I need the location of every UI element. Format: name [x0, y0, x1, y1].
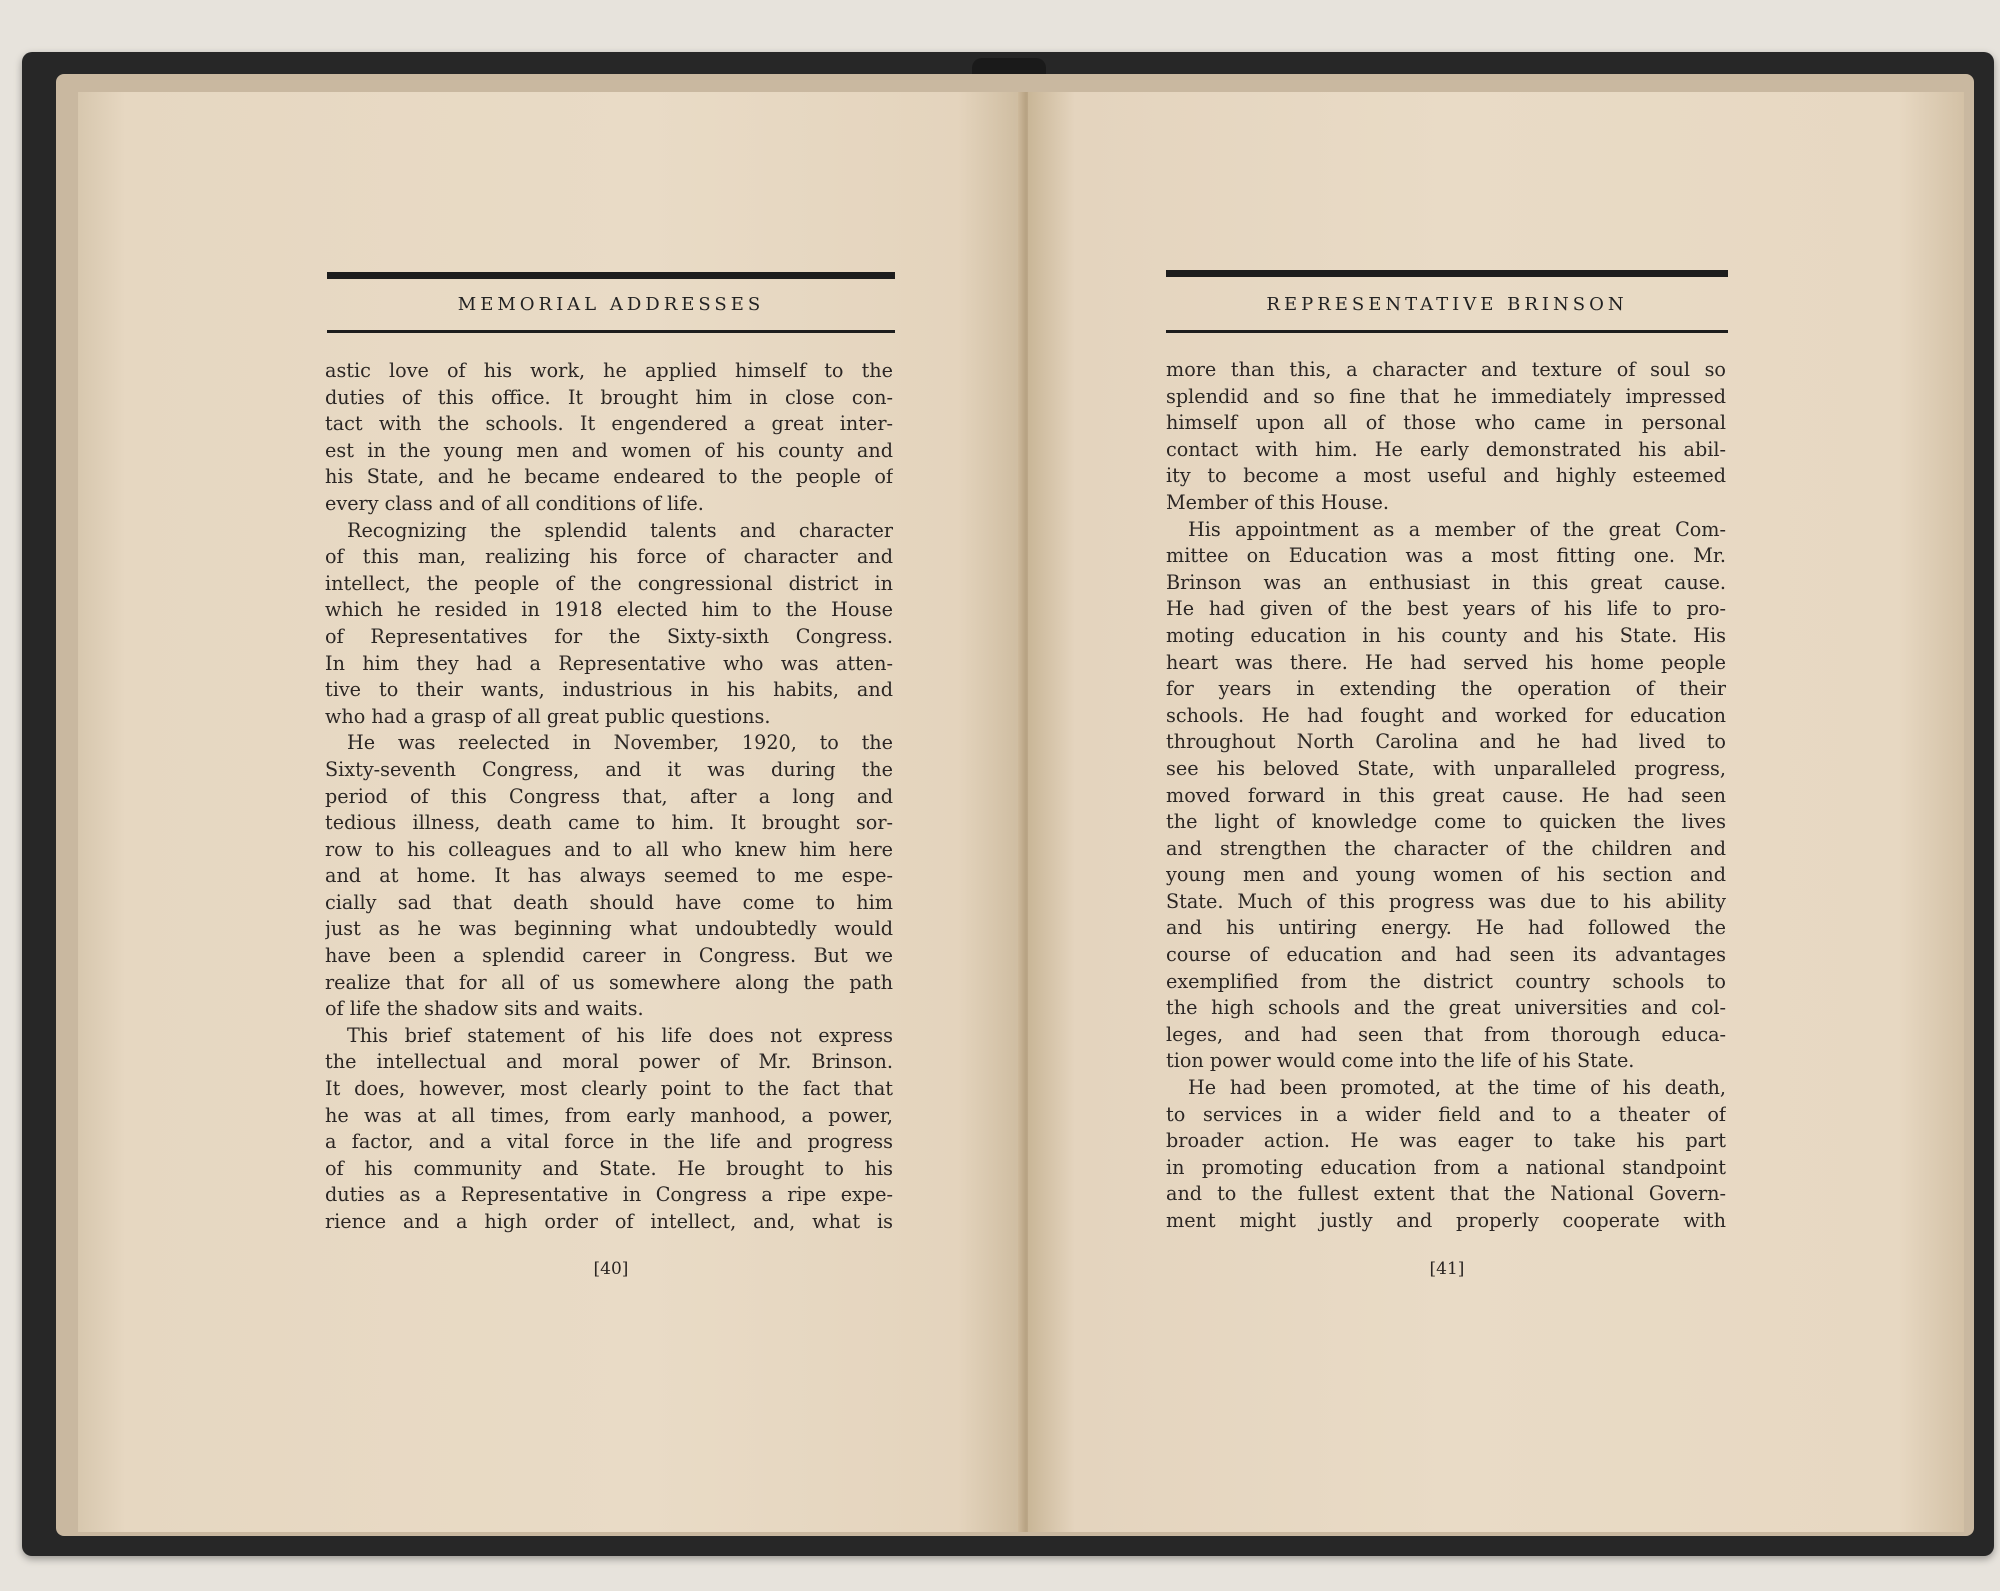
right-head-rule-bottom: [1166, 330, 1728, 333]
text-line: the intellectual and moral power of Mr. Brinson.: [325, 1050, 893, 1074]
text-line: astic love of his work, he applied himself to the: [325, 359, 893, 382]
right-body-text: [1166, 357, 1726, 1235]
text-line: broader action. He was eager to take his part: [1166, 1129, 1726, 1153]
left-body-text: [325, 358, 893, 1236]
text-line: schools. He had fought and worked for education: [1166, 703, 1726, 727]
text-line: throughout North Carolina and he had lived to: [1166, 730, 1726, 754]
text-line: have been a splendid career in Congress. But we: [325, 944, 893, 968]
text-line: of Representatives for the Sixty-sixth Congress.: [325, 624, 893, 648]
text-line: ity to become a most useful and highly esteemed: [1166, 464, 1726, 488]
text-line: contact with him. He early demonstrated his abil-: [1166, 437, 1726, 461]
text-line: intellect, the people of the congressional district in: [325, 571, 893, 595]
text-line: exemplified from the district country schools to: [1166, 969, 1726, 993]
left-running-head: MEMORIAL ADDRESSES: [457, 294, 765, 315]
text-line: He was reelected in November, 1920, to the: [347, 731, 893, 755]
text-line: ment might justly and properly cooperate with: [1166, 1209, 1726, 1232]
text-line: State. Much of this progress was due to his ability: [1166, 889, 1726, 913]
text-line: splendid and so fine that he immediately impressed: [1166, 384, 1726, 408]
text-line: see his beloved State, with unparalleled progress,: [1166, 756, 1726, 780]
text-line: tedious illness, death came to him. It brought sor-: [325, 811, 893, 835]
text-line: of life the shadow sits and waits.: [325, 997, 644, 1021]
text-line: of his community and State. He brought to his: [325, 1156, 893, 1180]
text-line: His appointment as a member of the great Com-: [1188, 517, 1726, 541]
text-line: Member of this House.: [1166, 490, 1389, 514]
left-head-rule-top: [327, 272, 895, 279]
text-line: to services in a wider field and to a theater of: [1166, 1102, 1726, 1126]
text-line: a factor, and a vital force in the life and progress: [325, 1130, 893, 1154]
text-line: his State, and he became endeared to the people of: [325, 465, 893, 489]
text-line: mittee on Education was a most fitting one. Mr.: [1166, 544, 1726, 568]
text-line: tact with the schools. It engendered a great inter-: [325, 412, 893, 436]
text-line: duties of this office. It brought him in close con-: [325, 385, 893, 409]
text-line: moved forward in this great cause. He had seen: [1166, 783, 1726, 807]
text-line: It does, however, most clearly point to the fact that: [325, 1077, 893, 1101]
text-line: tive to their wants, industrious in his habits, and: [325, 678, 893, 702]
text-line: Sixty-seventh Congress, and it was during the: [325, 757, 893, 781]
text-line: the high schools and the great universities and col-: [1166, 996, 1726, 1020]
right-running-head: REPRESENTATIVE BRINSON: [1266, 294, 1628, 315]
text-line: for years in extending the operation of their: [1166, 677, 1726, 701]
text-line: In him they had a Representative who was atten-: [325, 651, 893, 675]
text-line: row to his colleagues and to all who knew him here: [325, 837, 893, 861]
text-line: more than this, a character and texture of soul so: [1166, 358, 1726, 381]
text-line: realize that for all of us somewhere along the path: [325, 970, 893, 994]
text-line: young men and young women of his section and: [1166, 863, 1726, 887]
text-line: tion power would come into the life of his State.: [1166, 1049, 1635, 1073]
text-line: and at home. It has always seemed to me espe-: [325, 864, 893, 888]
text-line: period of this Congress that, after a long and: [325, 784, 893, 808]
text-line: in promoting education from a national standpoint: [1166, 1155, 1726, 1179]
text-line: who had a grasp of all great public questions.: [325, 704, 771, 728]
text-line: just as he was beginning what undoubtedly would: [325, 917, 893, 941]
text-line: rience and a high order of intellect, and, what is: [325, 1210, 893, 1233]
left-head-rule-bottom: [327, 330, 895, 333]
text-line: and to the fullest extent that the National Govern-: [1166, 1182, 1726, 1206]
text-line: He had been promoted, at the time of his death,: [1188, 1076, 1726, 1100]
text-line: of this man, realizing his force of character and: [325, 545, 893, 569]
text-line: the light of knowledge come to quicken the lives: [1166, 810, 1726, 834]
text-line: He had given of the best years of his life to pro-: [1166, 597, 1726, 621]
text-line: moting education in his county and his State. His: [1166, 623, 1726, 647]
text-line: every class and of all conditions of life.: [325, 491, 704, 515]
text-line: duties as a Representative in Congress a ripe expe-: [325, 1183, 893, 1207]
text-line: he was at all times, from early manhood, a power,: [325, 1103, 893, 1127]
text-line: course of education and had seen its advantages: [1166, 943, 1726, 967]
text-line: This brief statement of his life does not express: [347, 1023, 893, 1047]
text-line: heart was there. He had served his home people: [1166, 650, 1726, 674]
text-line: and his untiring energy. He had followed the: [1166, 916, 1726, 940]
left-page-number: [40]: [593, 1259, 629, 1279]
text-line: himself upon all of those who came in personal: [1166, 411, 1726, 435]
text-line: Recognizing the splendid talents and character: [347, 518, 893, 542]
text-line: leges, and had seen that from thorough educa-: [1166, 1022, 1726, 1046]
right-page-number: [41]: [1429, 1259, 1465, 1279]
right-head-rule-top: [1166, 270, 1728, 277]
text-line: which he resided in 1918 elected him to the House: [325, 598, 893, 622]
text-line: and strengthen the character of the children and: [1166, 836, 1726, 860]
text-line: Brinson was an enthusiast in this great cause.: [1166, 570, 1726, 594]
text-line: cially sad that death should have come to him: [325, 890, 893, 914]
text-line: est in the young men and women of his county and: [325, 438, 893, 462]
